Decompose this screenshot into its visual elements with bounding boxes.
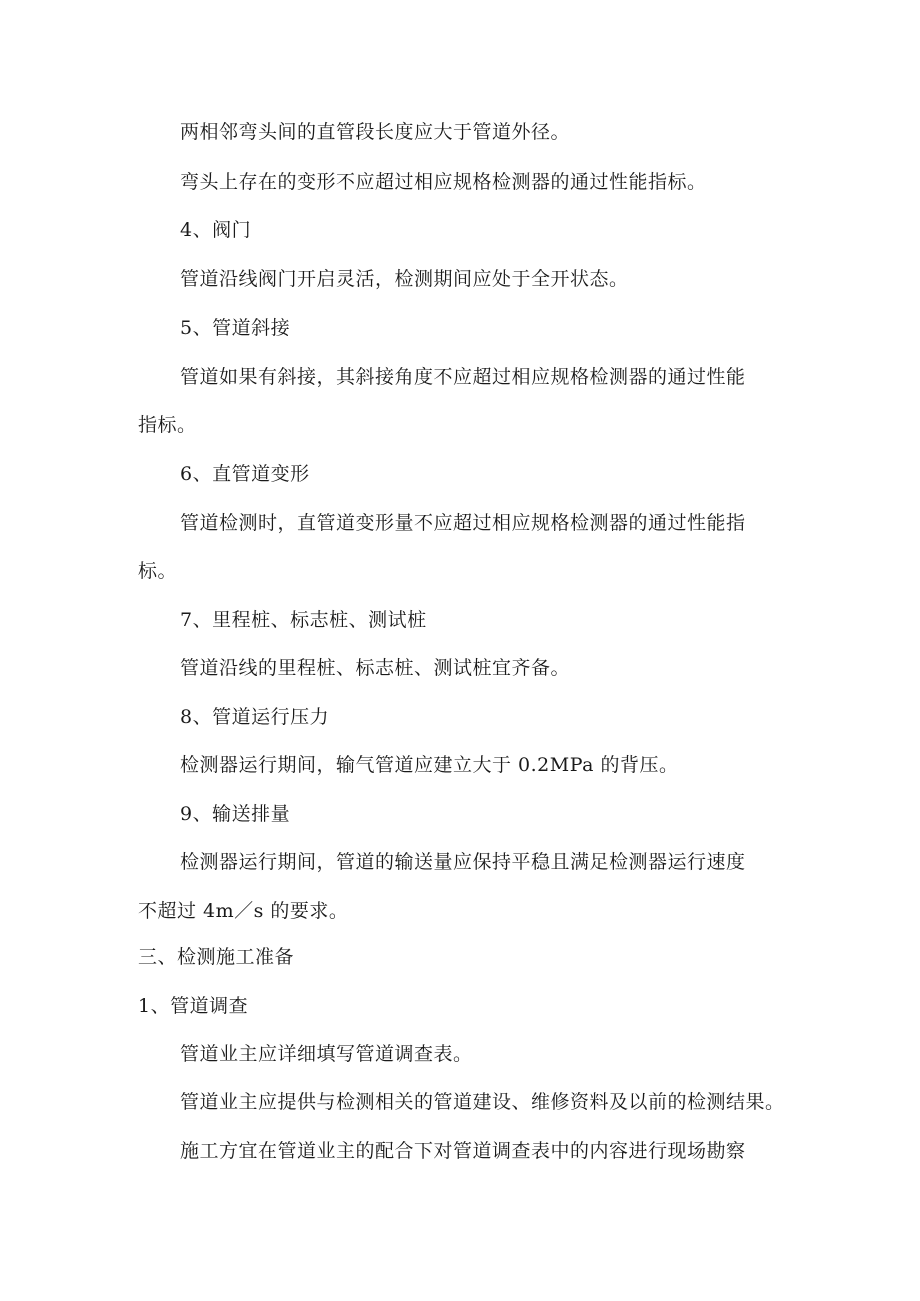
chapter-heading: 三、检测施工准备 <box>138 946 295 968</box>
section-heading: 5、管道斜接 <box>180 317 291 339</box>
paragraph-line: 管道沿线的里程桩、标志桩、测试桩宜齐备。 <box>180 657 571 679</box>
paragraph-line: 检测器运行期间，管道的输送量应保持平稳且满足检测器运行速度 <box>180 851 746 873</box>
paragraph-line: 管道业主应提供与检测相关的管道建设、维修资料及以前的检测结果。 <box>180 1091 785 1113</box>
paragraph-line: 两相邻弯头间的直管段长度应大于管道外径。 <box>180 121 571 143</box>
paragraph-line: 标。 <box>138 560 178 582</box>
paragraph-line: 指标。 <box>138 414 197 436</box>
paragraph-line: 不超过 4m／s 的要求。 <box>138 900 349 922</box>
section-heading: 9、输送排量 <box>180 803 291 825</box>
section-heading: 4、阀门 <box>180 219 252 241</box>
section-heading: 1、管道调查 <box>138 995 249 1017</box>
section-heading: 7、里程桩、标志桩、测试桩 <box>180 609 427 631</box>
paragraph-line: 管道沿线阀门开启灵活，检测期间应处于全开状态。 <box>180 268 629 290</box>
paragraph-line: 施工方宜在管道业主的配合下对管道调查表中的内容进行现场勘察 <box>180 1140 746 1162</box>
paragraph-line: 弯头上存在的变形不应超过相应规格检测器的通过性能指标。 <box>180 171 707 193</box>
section-heading: 6、直管道变形 <box>180 463 310 485</box>
paragraph-line: 管道业主应详细填写管道调查表。 <box>180 1043 473 1065</box>
paragraph-line: 检测器运行期间，输气管道应建立大于 0.2MPa 的背压。 <box>180 754 679 776</box>
section-heading: 8、管道运行压力 <box>180 706 330 728</box>
paragraph-line: 管道检测时，直管道变形量不应超过相应规格检测器的通过性能指 <box>180 512 746 534</box>
paragraph-line: 管道如果有斜接，其斜接角度不应超过相应规格检测器的通过性能 <box>180 366 746 388</box>
